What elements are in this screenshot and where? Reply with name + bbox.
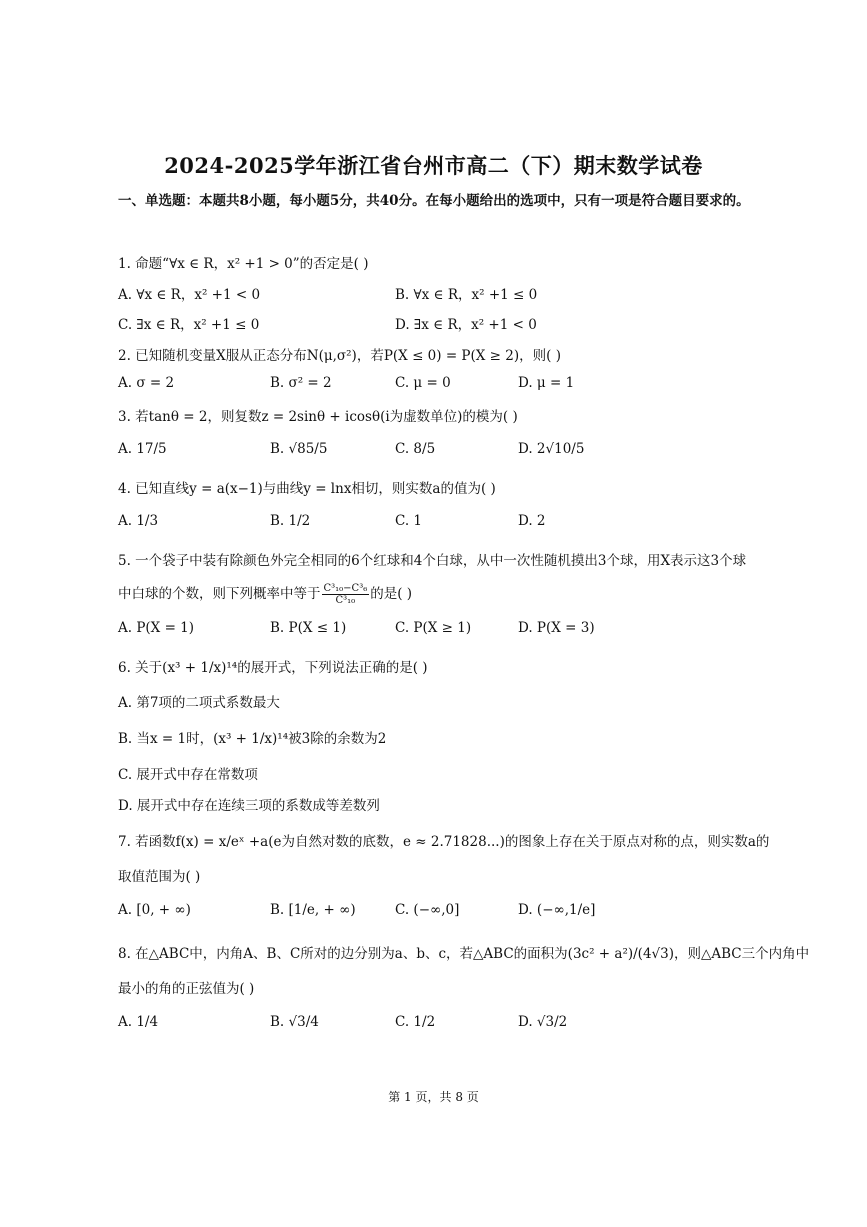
q3-option-a: A. 17/5 (118, 441, 167, 457)
q2-option-a: A. σ = 2 (118, 375, 175, 391)
q4-option-a: A. 1/3 (118, 513, 159, 529)
q4-option-b: B. 1/2 (270, 513, 311, 529)
question-5-stem-line1: 5. 一个袋子中装有除颜色外完全相同的6个红球和4个白球，从中一次性随机摸出3个球，用X表示这3个球 (118, 553, 747, 569)
q3-option-b: B. √85/5 (270, 441, 328, 457)
q7-option-d: D. (−∞,1/e] (518, 902, 596, 918)
question-4-stem: 4. 已知直线y = a(x−1)与曲线y = lnx相切，则实数a的值为( ) (118, 481, 496, 497)
q8-option-b: B. √3/4 (270, 1014, 319, 1030)
q3-option-d: D. 2√10/5 (518, 441, 585, 457)
question-8-stem-line2: 最小的角的正弦值为( ) (118, 981, 255, 997)
q5-fraction-numerator: C³₁₀−C³₆ (323, 583, 368, 594)
q2-option-d: D. μ = 1 (518, 375, 575, 391)
q8-option-a: A. 1/4 (118, 1014, 159, 1030)
q2-option-b: B. σ² = 2 (270, 375, 332, 391)
exam-title: 2024-2025学年浙江省台州市高二（下）期末数学试卷 (164, 153, 703, 178)
q4-option-d: D. 2 (518, 513, 546, 529)
q2-option-c: C. μ = 0 (395, 375, 451, 391)
question-1-stem: 1. 命题“∀x ∈ R，x² +1 > 0”的否定是( ) (118, 256, 369, 272)
q5-option-c: C. P(X ≥ 1) (395, 620, 472, 636)
q6-option-b: B. 当x = 1时，(x³ + 1/x)¹⁴被3除的余数为2 (118, 731, 387, 747)
q6-option-d: D. 展开式中存在连续三项的系数成等差数列 (118, 798, 380, 814)
q7-option-b: B. [1/e, + ∞) (270, 902, 356, 918)
section-heading: 一、单选题：本题共8小题，每小题5分，共40分。在每小题给出的选项中，只有一项是符合题目要求的。 (118, 193, 750, 209)
question-5-stem-line2 (118, 582, 412, 606)
q5-option-b: B. P(X ≤ 1) (270, 620, 347, 636)
question-7-stem-line1: 7. 若函数f(x) = x/eˣ +a(e为自然对数的底数，e ≈ 2.71828...)的图象上存在关于原点对称的点，则实数a的 (118, 834, 770, 850)
q5-option-a: A. P(X = 1) (118, 620, 195, 636)
q1-option-c: C. ∃x ∈ R，x² +1 ≤ 0 (118, 317, 260, 333)
q1-option-a: A. ∀x ∈ R，x² +1 < 0 (118, 287, 261, 303)
q5-fraction (322, 583, 370, 606)
q1-option-d: D. ∃x ∈ R，x² +1 < 0 (395, 317, 537, 333)
q7-option-c: C. (−∞,0] (395, 902, 460, 918)
q4-option-c: C. 1 (395, 513, 423, 529)
question-2-stem: 2. 已知随机变量X服从正态分布N(μ,σ²)，若P(X ≤ 0) = P(X ≥ 2)，则( ) (118, 348, 561, 364)
question-7-stem-line2: 取值范围为( ) (118, 869, 201, 885)
q7-option-a: A. [0, + ∞) (118, 902, 191, 918)
q8-option-c: C. 1/2 (395, 1014, 436, 1030)
question-6-stem: 6. 关于(x³ + 1/x)¹⁴的展开式，下列说法正确的是( ) (118, 660, 428, 676)
question-8-stem-line1: 8. 在△ABC中，内角A、B、C所对的边分别为a、b、c，若△ABC的面积为(3c² + a²)/(4√3)，则△ABC三个内角中 (118, 946, 810, 962)
q3-option-c: C. 8/5 (395, 441, 436, 457)
q5-option-d: D. P(X = 3) (518, 620, 595, 636)
q6-option-c: C. 展开式中存在常数项 (118, 767, 258, 783)
q6-option-a: A. 第7项的二项式系数最大 (118, 695, 280, 711)
q8-option-d: D. √3/2 (518, 1014, 568, 1030)
q5-stem-suffix: 的是( ) (370, 586, 413, 602)
page-footer: 第 1 页，共 8 页 (388, 1090, 479, 1104)
q5-stem-prefix: 中白球的个数，则下列概率中等于 (118, 586, 321, 602)
question-3-stem: 3. 若tanθ = 2，则复数z = 2sinθ + icosθ(i为虚数单位)的模为( ) (118, 409, 518, 425)
q5-fraction-denominator: C³₁₀ (335, 595, 356, 606)
q1-option-b: B. ∀x ∈ R，x² +1 ≤ 0 (395, 287, 538, 303)
